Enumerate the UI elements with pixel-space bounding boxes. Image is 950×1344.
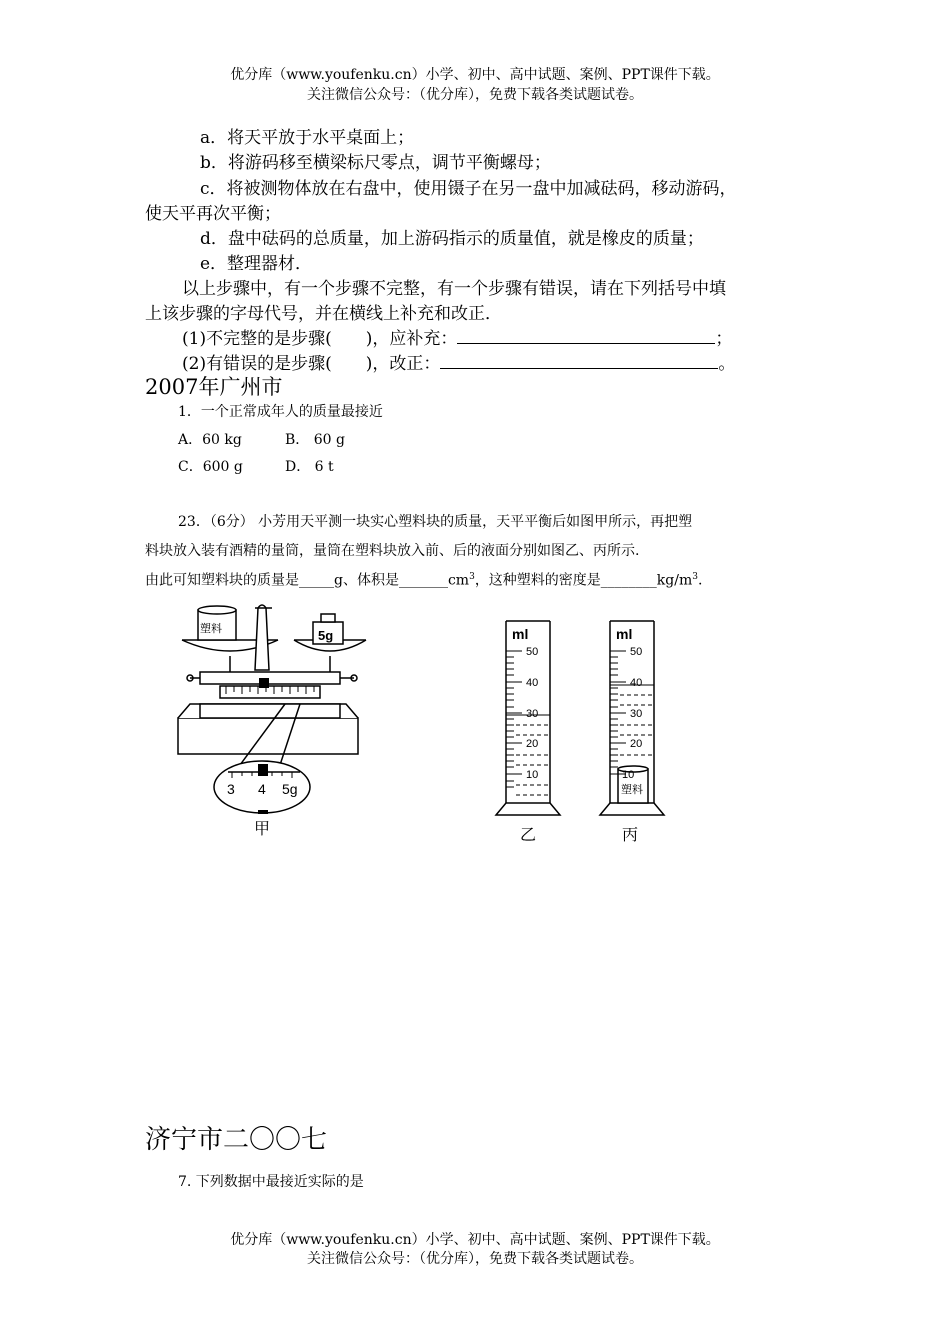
steps-intro-line1: 以上步骤中，有一个步骤不完整，有一个步骤有错误，请在下列括号中填 xyxy=(182,279,726,299)
cylinder-bing-tick-50: 50 xyxy=(630,646,643,658)
cylinder-bing-tick-40: 40 xyxy=(630,677,643,689)
cylinder-bing xyxy=(596,615,668,847)
page-footer-line2: 关注微信公众号：（优分库），免费下载各类试题试卷。 xyxy=(307,1251,643,1267)
q23-text-c: . xyxy=(697,572,703,589)
option-b: B． 60 g xyxy=(285,432,345,448)
step-c-line1: c．将被测物体放在右盘中，使用镊子在另一盘中加减砝码，移动游码， xyxy=(200,179,737,199)
answer-blank-1[interactable] xyxy=(457,329,715,344)
q23-text-b: ，这种塑料的密度是________kg/m xyxy=(474,572,693,589)
pan-block-label: 塑料 xyxy=(200,623,222,635)
cylinder-yi-tick-40: 40 xyxy=(526,677,539,689)
step-d: d．盘中砝码的总质量，加上游码指示的质量值，就是橡皮的质量； xyxy=(200,229,704,249)
weight-label: 5g xyxy=(318,628,334,643)
cylinder-yi-ticks xyxy=(506,651,522,787)
step-c-line2: 使天平再次平衡； xyxy=(145,204,281,224)
cylinder-bing-block-label: 塑料 xyxy=(621,784,643,796)
steps-intro-line2: 上该步骤的字母代号，并在横线上补充和改正． xyxy=(145,304,502,324)
question-wrong-step xyxy=(182,352,735,376)
cylinder-yi-tick-20: 20 xyxy=(526,738,539,750)
cylinder-yi-unit: ml xyxy=(512,626,529,642)
cylinder-yi xyxy=(492,615,564,847)
question-incomplete-step xyxy=(182,327,732,351)
question-23-line2: 料块放入装有酒精的量筒，量筒在塑料块放入前、后的液面分别如图乙、丙所示. xyxy=(145,543,640,559)
cylinder-bing-unit: ml xyxy=(616,626,633,642)
question-wrong-prefix: (2)有错误的是步骤( )，改正： xyxy=(182,354,441,374)
caption-bing: 丙 xyxy=(622,827,639,844)
step-a: a．将天平放于水平桌面上； xyxy=(200,128,415,148)
caption-jia: 甲 xyxy=(254,821,271,838)
question-incomplete-suffix: ； xyxy=(715,329,733,349)
caption-yi: 乙 xyxy=(520,827,537,844)
cylinder-yi-tick-50: 50 xyxy=(526,646,539,658)
cylinder-bing-ticks xyxy=(610,651,626,774)
q23-sup-1: 3 xyxy=(469,572,475,582)
cylinder-yi-tick-10: 10 xyxy=(526,769,539,781)
step-b: b．将游码移至横梁标尺零点，调节平衡螺母； xyxy=(200,153,551,173)
balance-figure xyxy=(170,600,370,845)
section-title-jining: 济宁市二〇〇七 xyxy=(145,1125,328,1155)
question-incomplete-prefix: (1)不完整的是步骤( )，应补充： xyxy=(182,329,458,349)
page-header-line2: 关注微信公众号：（优分库），免费下载各类试题试卷。 xyxy=(307,87,643,103)
step-e: e．整理器材． xyxy=(200,254,313,274)
scale-label-3: 3 xyxy=(227,781,235,797)
option-d: D． 6 t xyxy=(285,459,334,475)
answer-blank-2[interactable] xyxy=(440,354,718,369)
q23-text-a: 由此可知塑料块的质量是_____g、体积是_______cm xyxy=(145,572,470,589)
question-wrong-suffix: 。 xyxy=(718,354,736,374)
q23-sup-2: 3 xyxy=(692,572,698,582)
section-title-guangzhou: 2007年广州市 xyxy=(145,375,283,399)
option-c: C．600 g xyxy=(178,459,243,475)
cylinder-yi-tick-30: 30 xyxy=(526,708,539,720)
question-1: 1．一个正常成年人的质量最接近 xyxy=(178,404,383,420)
scale-label-5g: 5g xyxy=(282,781,298,797)
scale-label-4: 4 xyxy=(258,781,266,797)
question-23-line1: 23．（6分） 小芳用天平测一块实心塑料块的质量，天平平衡后如图甲所示，再把塑 xyxy=(178,514,693,530)
option-a: A．60 kg xyxy=(178,432,242,448)
page-header-line1: 优分库（www.youfenku.cn）小学、初中、高中试题、案例、PPT课件下载。 xyxy=(230,67,720,83)
page-footer-line1: 优分库（www.youfenku.cn）小学、初中、高中试题、案例、PPT课件下载。 xyxy=(230,1232,720,1248)
cylinder-bing-tick-30: 30 xyxy=(630,708,643,720)
cylinder-bing-tick-10: 10 xyxy=(622,769,635,781)
question-23-line3 xyxy=(145,567,702,591)
cylinder-bing-tick-20: 20 xyxy=(630,738,643,750)
question-7: 7. 下列数据中最接近实际的是 xyxy=(178,1174,364,1190)
rider-marker xyxy=(258,764,268,776)
